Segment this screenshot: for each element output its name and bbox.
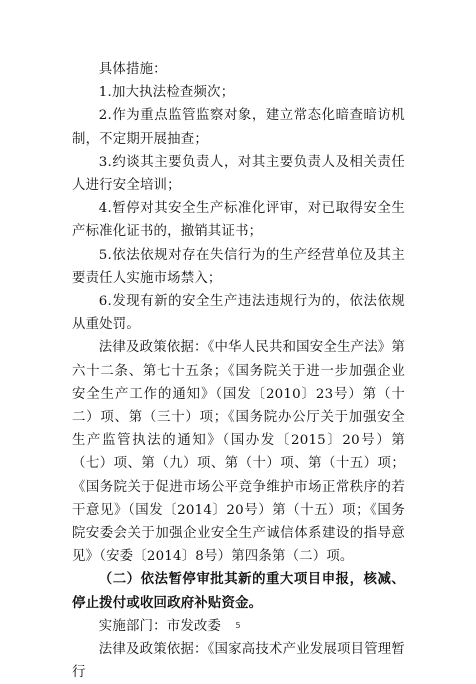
paragraph-measure-5: 5.依法依规对存在失信行为的生产经营单位及其主要责任人实施市场禁入； bbox=[72, 247, 405, 286]
paragraph-measure-3: 3.约谈其主要负责人，对其主要负责人及相关责任人进行安全培训； bbox=[72, 154, 405, 194]
paragraph-measure-6: 6.发现有新的安全生产违法违规行为的，依法依规从重处罚。 bbox=[72, 294, 405, 333]
section-heading-2: （二）依法暂停审批其新的重大项目申报，核减、停止拨付或收回政府补贴资金。 bbox=[72, 571, 405, 611]
paragraph-measure-4: 4.暂停对其安全生产标准化评审，对已取得安全生产标准化证书的，撤销其证书； bbox=[72, 201, 405, 240]
page-number: 5 bbox=[235, 621, 241, 630]
paragraph-implementing-dept: 实施部门：市发改委 bbox=[98, 618, 222, 634]
paragraph-measure-2: 2.作为重点监管监察对象，建立常态化暗查暗访机制，不定期开展抽查； bbox=[72, 108, 405, 147]
document-body bbox=[72, 58, 405, 684]
paragraph-measures-heading: 具体措施： bbox=[98, 62, 167, 77]
paragraph-legal-basis-2: 法律及政策依据：《国家高技术产业发展项目管理暂行 bbox=[72, 642, 405, 681]
paragraph-measure-1: 1.加大执法检查频次； bbox=[98, 85, 235, 101]
paragraph-legal-basis: 法律及政策依据：《中华人民共和国安全生产法》第六十二条、第七十五条；《国务院关于进一步加强企业安全生产工作的通知》（国发〔2010〕23号）第（十二）项、第（三十）项；《国务院办公厅关于加强安全生产监管执法的通知》（国办发〔2015〕20号）第（七）项、第（九）项、第（十）项、第（十五）项；《国务院关于促进市场公平竞争维护市场正常秩序的若干意见》（国发〔2014〕20号）第（十五）项；《国务院安委会关于加强企业安全生产诚信体系建设的指导意见》（安委〔2014〕8号）第四条第（二）项。 bbox=[72, 340, 405, 565]
